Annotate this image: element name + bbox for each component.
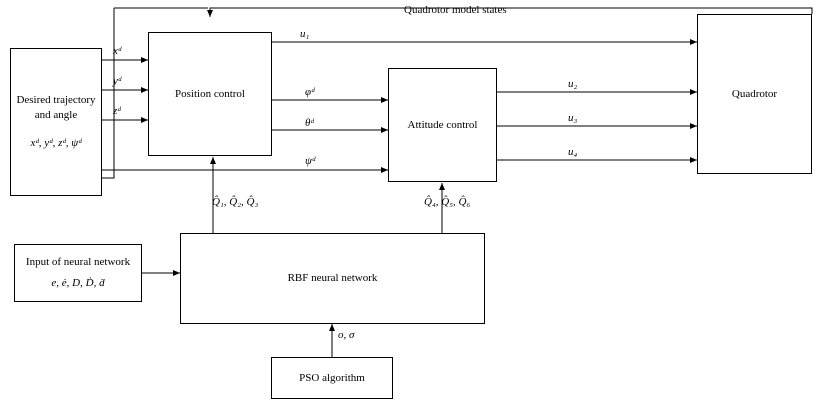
signal-label-feedback: Quadrotor model states	[404, 4, 507, 16]
signal-label-xd: xᵈ	[113, 45, 122, 57]
block-pso-algorithm	[271, 357, 393, 399]
signal-label-yd: yᵈ	[113, 75, 122, 87]
signal-label-thetad: θᵈ	[305, 117, 314, 129]
desired-trajectory-line1: Desired trajectory	[16, 93, 96, 106]
block-position-control	[148, 32, 272, 156]
position-control-label: Position control	[175, 87, 245, 100]
signal-label-u2: u₂	[568, 78, 578, 90]
signal-label-u3: u₃	[568, 112, 578, 124]
signal-label-pso-params: o, σ	[338, 329, 355, 341]
quadrotor-label: Quadrotor	[731, 87, 778, 100]
block-desired-trajectory	[10, 48, 102, 196]
signal-label-phid: φᵈ	[305, 86, 315, 98]
signal-label-psid: ψᵈ	[305, 155, 316, 167]
block-rbf-neural-network	[180, 233, 485, 324]
rbf-neural-network-label: RBF neural network	[287, 272, 378, 285]
signal-label-q456: Q̂₄, Q̂₅, Q̂₆	[424, 196, 471, 208]
input-neural-network-line1: Input of neural network	[25, 256, 131, 269]
input-neural-network-symbols: e, ė, D, Ḋ, ḋ	[51, 277, 105, 289]
signal-label-q123: Q̂₁, Q̂₂, Q̂₃	[212, 196, 259, 208]
attitude-control-label: Attitude control	[407, 118, 478, 131]
block-quadrotor	[697, 14, 812, 174]
pso-algorithm-label: PSO algorithm	[299, 371, 365, 384]
signal-label-u1: u₁	[300, 28, 310, 40]
signal-label-zd: zᵈ	[113, 105, 121, 117]
desired-trajectory-symbols: xᵈ, yᵈ, zᵈ, ψᵈ	[30, 137, 82, 150]
block-attitude-control	[388, 68, 497, 182]
desired-trajectory-line2: and angle	[34, 108, 78, 121]
signal-label-u4: u₄	[568, 146, 578, 158]
block-input-neural-network	[14, 244, 142, 302]
